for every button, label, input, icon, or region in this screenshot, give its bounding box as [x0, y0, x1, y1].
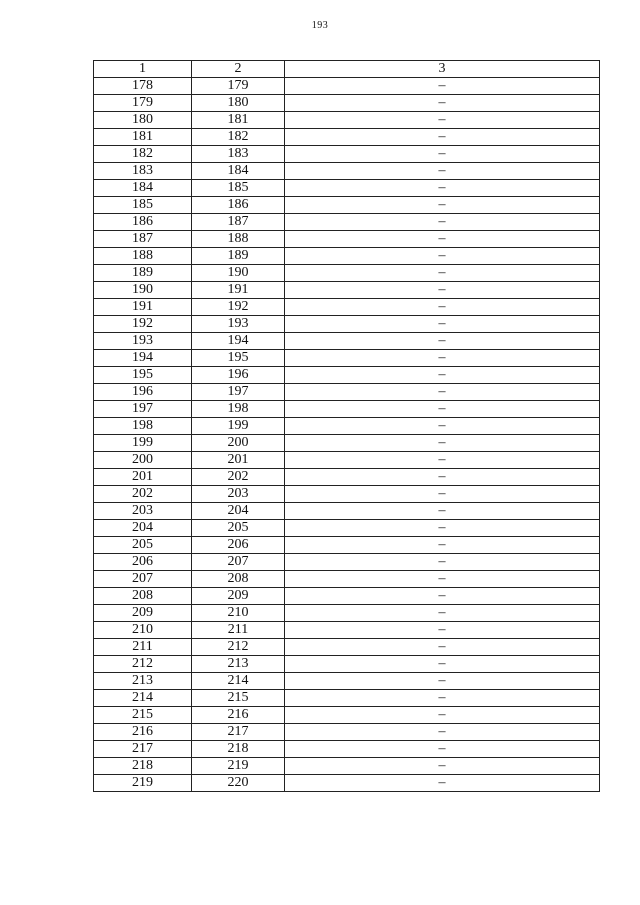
table-row — [94, 129, 600, 146]
table-cell-col-2: 220 — [192, 775, 285, 792]
table-cell-col-1: 208 — [94, 588, 192, 605]
table-cell-col-1: 184 — [94, 180, 192, 197]
table-cell-col-3: – — [285, 435, 600, 452]
table-cell-col-3: – — [285, 401, 600, 418]
table-cell-col-1: 216 — [94, 724, 192, 741]
table-row — [94, 112, 600, 129]
table-cell-col-2: 189 — [192, 248, 285, 265]
table-cell-col-3: – — [285, 622, 600, 639]
table-cell-col-2: 181 — [192, 112, 285, 129]
table-cell-col-1: 199 — [94, 435, 192, 452]
table-cell-col-1: 210 — [94, 622, 192, 639]
table-cell-col-2: 191 — [192, 282, 285, 299]
table-cell-col-3: – — [285, 197, 600, 214]
table-row — [94, 486, 600, 503]
column-header-1: 1 — [94, 61, 192, 78]
table-cell-col-1: 202 — [94, 486, 192, 503]
table-row — [94, 775, 600, 792]
table-cell-col-2: 198 — [192, 401, 285, 418]
table-cell-col-2: 187 — [192, 214, 285, 231]
table-cell-col-2: 206 — [192, 537, 285, 554]
table-cell-col-3: – — [285, 724, 600, 741]
table-row — [94, 350, 600, 367]
table-row — [94, 554, 600, 571]
table-cell-col-1: 193 — [94, 333, 192, 350]
table-row — [94, 95, 600, 112]
table-row — [94, 605, 600, 622]
table-cell-col-2: 184 — [192, 163, 285, 180]
table-cell-col-2: 180 — [192, 95, 285, 112]
table-cell-col-2: 209 — [192, 588, 285, 605]
table-row — [94, 384, 600, 401]
column-header-2: 2 — [192, 61, 285, 78]
table-cell-col-3: – — [285, 758, 600, 775]
table-cell-col-1: 181 — [94, 129, 192, 146]
table-cell-col-2: 218 — [192, 741, 285, 758]
table-cell-col-2: 204 — [192, 503, 285, 520]
table-cell-col-1: 194 — [94, 350, 192, 367]
table-cell-col-1: 209 — [94, 605, 192, 622]
table-cell-col-3: – — [285, 520, 600, 537]
table-cell-col-1: 180 — [94, 112, 192, 129]
table-cell-col-2: 182 — [192, 129, 285, 146]
table-row — [94, 503, 600, 520]
header-row — [94, 61, 600, 78]
table-cell-col-2: 200 — [192, 435, 285, 452]
table-row — [94, 537, 600, 554]
table-cell-col-1: 213 — [94, 673, 192, 690]
table-cell-col-3: – — [285, 571, 600, 588]
table-row — [94, 248, 600, 265]
column-header-3: 3 — [285, 61, 600, 78]
table-cell-col-3: – — [285, 333, 600, 350]
table-cell-col-3: – — [285, 129, 600, 146]
table-cell-col-3: – — [285, 418, 600, 435]
table-cell-col-3: – — [285, 248, 600, 265]
table-cell-col-2: 188 — [192, 231, 285, 248]
table-cell-col-2: 194 — [192, 333, 285, 350]
table-cell-col-2: 199 — [192, 418, 285, 435]
table-cell-col-1: 179 — [94, 95, 192, 112]
table-cell-col-2: 202 — [192, 469, 285, 486]
table-cell-col-3: – — [285, 588, 600, 605]
table-cell-col-3: – — [285, 452, 600, 469]
table-row — [94, 231, 600, 248]
table-row — [94, 656, 600, 673]
table-cell-col-1: 206 — [94, 554, 192, 571]
table-cell-col-3: – — [285, 486, 600, 503]
table-cell-col-2: 213 — [192, 656, 285, 673]
table-cell-col-1: 189 — [94, 265, 192, 282]
table-cell-col-2: 190 — [192, 265, 285, 282]
table-cell-col-1: 205 — [94, 537, 192, 554]
table-cell-col-2: 217 — [192, 724, 285, 741]
table-cell-col-2: 212 — [192, 639, 285, 656]
table-cell-col-3: – — [285, 605, 600, 622]
table-row — [94, 758, 600, 775]
table-cell-col-3: – — [285, 554, 600, 571]
table-row — [94, 401, 600, 418]
table-cell-col-3: – — [285, 146, 600, 163]
table-cell-col-3: – — [285, 537, 600, 554]
table-cell-col-2: 197 — [192, 384, 285, 401]
table-cell-col-2: 185 — [192, 180, 285, 197]
table-cell-col-1: 187 — [94, 231, 192, 248]
table-cell-col-3: – — [285, 384, 600, 401]
table-cell-col-1: 186 — [94, 214, 192, 231]
table-cell-col-3: – — [285, 503, 600, 520]
table-cell-col-2: 216 — [192, 707, 285, 724]
table-cell-col-2: 183 — [192, 146, 285, 163]
table-cell-col-3: – — [285, 78, 600, 95]
table-cell-col-1: 211 — [94, 639, 192, 656]
table-row — [94, 741, 600, 758]
table-row — [94, 571, 600, 588]
table-cell-col-2: 214 — [192, 673, 285, 690]
table-cell-col-1: 182 — [94, 146, 192, 163]
table-cell-col-1: 214 — [94, 690, 192, 707]
table-cell-col-1: 215 — [94, 707, 192, 724]
table-cell-col-3: – — [285, 231, 600, 248]
table-cell-col-2: 196 — [192, 367, 285, 384]
table-cell-col-1: 219 — [94, 775, 192, 792]
table-cell-col-3: – — [285, 282, 600, 299]
table-row — [94, 639, 600, 656]
table-cell-col-3: – — [285, 673, 600, 690]
table-row — [94, 265, 600, 282]
table-cell-col-1: 204 — [94, 520, 192, 537]
table-cell-col-2: 192 — [192, 299, 285, 316]
table-body — [94, 78, 600, 792]
table-cell-col-3: – — [285, 316, 600, 333]
table-cell-col-2: 207 — [192, 554, 285, 571]
table-cell-col-1: 183 — [94, 163, 192, 180]
table-row — [94, 724, 600, 741]
table-cell-col-3: – — [285, 299, 600, 316]
table-cell-col-3: – — [285, 741, 600, 758]
table-cell-col-3: – — [285, 690, 600, 707]
table-cell-col-1: 198 — [94, 418, 192, 435]
table-cell-col-1: 192 — [94, 316, 192, 333]
table-row — [94, 673, 600, 690]
table-cell-col-1: 200 — [94, 452, 192, 469]
table-cell-col-3: – — [285, 707, 600, 724]
table-row — [94, 367, 600, 384]
table-row — [94, 452, 600, 469]
table-cell-col-1: 191 — [94, 299, 192, 316]
table-cell-col-1: 196 — [94, 384, 192, 401]
table-cell-col-3: – — [285, 367, 600, 384]
table-cell-col-2: 195 — [192, 350, 285, 367]
table-row — [94, 180, 600, 197]
table-cell-col-3: – — [285, 265, 600, 282]
table-row — [94, 622, 600, 639]
table-cell-col-3: – — [285, 639, 600, 656]
table-row — [94, 435, 600, 452]
table-cell-col-1: 212 — [94, 656, 192, 673]
table-row — [94, 316, 600, 333]
table-cell-col-1: 190 — [94, 282, 192, 299]
table-row — [94, 282, 600, 299]
page-number: 193 — [311, 20, 329, 31]
table-cell-col-3: – — [285, 350, 600, 367]
table-cell-col-1: 195 — [94, 367, 192, 384]
table-cell-col-3: – — [285, 469, 600, 486]
table-cell-col-1: 188 — [94, 248, 192, 265]
table-row — [94, 78, 600, 95]
table-row — [94, 214, 600, 231]
table-row — [94, 146, 600, 163]
table-cell-col-1: 218 — [94, 758, 192, 775]
table-cell-col-1: 203 — [94, 503, 192, 520]
table-cell-col-2: 208 — [192, 571, 285, 588]
table-row — [94, 469, 600, 486]
table-row — [94, 588, 600, 605]
table-cell-col-1: 217 — [94, 741, 192, 758]
table-row — [94, 163, 600, 180]
table-cell-col-1: 178 — [94, 78, 192, 95]
table-cell-col-2: 215 — [192, 690, 285, 707]
data-table — [93, 60, 600, 792]
table-row — [94, 333, 600, 350]
table-row — [94, 197, 600, 214]
table-cell-col-2: 193 — [192, 316, 285, 333]
table-cell-col-2: 201 — [192, 452, 285, 469]
table-cell-col-3: – — [285, 180, 600, 197]
table-cell-col-2: 203 — [192, 486, 285, 503]
table-cell-col-2: 219 — [192, 758, 285, 775]
table-row — [94, 418, 600, 435]
table-cell-col-2: 186 — [192, 197, 285, 214]
table-cell-col-3: – — [285, 214, 600, 231]
table-cell-col-3: – — [285, 656, 600, 673]
table-row — [94, 690, 600, 707]
table-cell-col-1: 207 — [94, 571, 192, 588]
table-cell-col-3: – — [285, 112, 600, 129]
table-cell-col-1: 185 — [94, 197, 192, 214]
table-cell-col-3: – — [285, 95, 600, 112]
table-cell-col-2: 211 — [192, 622, 285, 639]
table-header — [94, 61, 600, 78]
table-cell-col-3: – — [285, 775, 600, 792]
table-cell-col-1: 197 — [94, 401, 192, 418]
table-row — [94, 707, 600, 724]
table-row — [94, 520, 600, 537]
table-cell-col-2: 179 — [192, 78, 285, 95]
table-cell-col-2: 210 — [192, 605, 285, 622]
table-row — [94, 299, 600, 316]
table-cell-col-1: 201 — [94, 469, 192, 486]
table-cell-col-3: – — [285, 163, 600, 180]
table-cell-col-2: 205 — [192, 520, 285, 537]
